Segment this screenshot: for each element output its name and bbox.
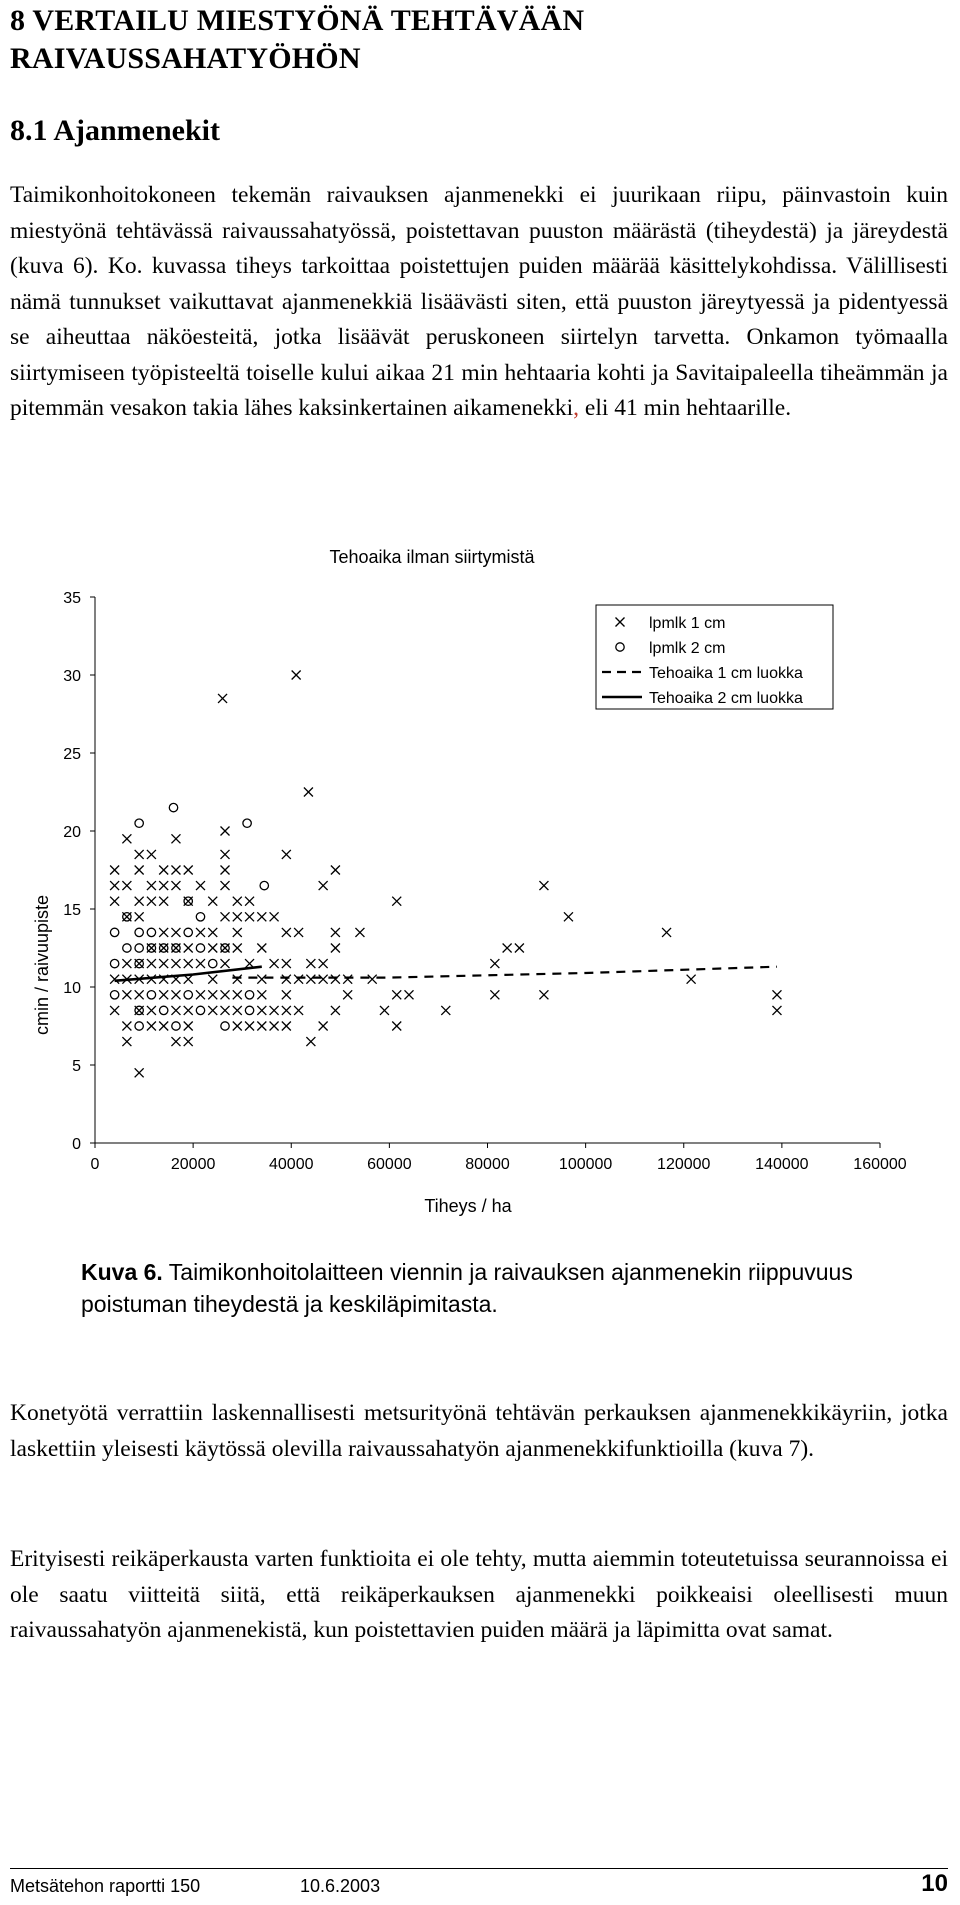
x-tick-label: 40000	[269, 1156, 314, 1173]
scatter-point-lpmlk-1	[159, 866, 168, 875]
scatter-point-lpmlk-2	[110, 991, 118, 999]
scatter-point-lpmlk-1	[331, 866, 340, 875]
x-tick-label: 140000	[755, 1156, 809, 1173]
scatter-point-lpmlk-1	[245, 897, 254, 906]
scatter-point-lpmlk-1	[503, 944, 512, 953]
footer-publication: Metsätehon raportti 150	[10, 1876, 201, 1896]
scatter-point-lpmlk-2	[196, 944, 204, 952]
scatter-point-lpmlk-1	[319, 1022, 328, 1031]
scatter-point-lpmlk-1	[110, 975, 119, 984]
chart-x-axis-label: Tiheys / ha	[424, 1196, 512, 1216]
scatter-point-lpmlk-1	[233, 912, 242, 921]
scatter-point-lpmlk-1	[196, 881, 205, 890]
chart-y-axis-label: cmin / raivuupiste	[32, 894, 52, 1036]
chart-legend	[596, 605, 833, 709]
scatter-point-lpmlk-2	[147, 991, 155, 999]
scatter-point-lpmlk-1	[282, 1022, 291, 1031]
scatter-point-lpmlk-1	[135, 897, 144, 906]
scatter-point-lpmlk-1	[306, 1037, 315, 1046]
scatter-point-lpmlk-1	[233, 897, 242, 906]
y-tick-label: 15	[63, 902, 81, 919]
scatter-point-lpmlk-1	[221, 990, 230, 999]
scatter-point-lpmlk-1	[355, 928, 364, 937]
scatter-point-lpmlk-2	[135, 819, 143, 827]
scatter-point-lpmlk-1	[233, 928, 242, 937]
section-heading-text: 8 VERTAILU MIESTYÖNÄ TEHTÄVÄÄN RAIVAUSSAHATYÖHÖN	[10, 4, 585, 75]
scatter-point-lpmlk-1	[208, 1006, 217, 1015]
scatter-point-lpmlk-1	[233, 944, 242, 953]
scatter-point-lpmlk-1	[184, 1022, 193, 1031]
scatter-point-lpmlk-2	[196, 913, 204, 921]
x-tick-label: 100000	[558, 1156, 613, 1173]
scatter-point-lpmlk-1	[270, 912, 279, 921]
scatter-point-lpmlk-1	[282, 990, 291, 999]
scatter-point-lpmlk-1	[184, 866, 193, 875]
scatter-chart	[0, 540, 960, 1240]
scatter-point-lpmlk-1	[282, 975, 291, 984]
scatter-point-lpmlk-1	[294, 975, 303, 984]
scatter-point-lpmlk-1	[257, 975, 266, 984]
scatter-point-lpmlk-1	[233, 975, 242, 984]
scatter-point-lpmlk-1	[208, 897, 217, 906]
scatter-point-lpmlk-1	[110, 866, 119, 875]
scatter-point-lpmlk-1	[490, 990, 499, 999]
scatter-point-lpmlk-2	[110, 959, 118, 967]
x-tick-label: 80000	[465, 1156, 510, 1173]
scatter-point-lpmlk-2	[209, 959, 217, 967]
scatter-point-lpmlk-1	[245, 912, 254, 921]
scatter-point-lpmlk-1	[147, 1022, 156, 1031]
scatter-point-lpmlk-1	[147, 881, 156, 890]
scatter-point-lpmlk-1	[159, 897, 168, 906]
scatter-point-lpmlk-1	[257, 990, 266, 999]
scatter-point-lpmlk-1	[564, 912, 573, 921]
paragraph-1	[10, 178, 948, 427]
section-heading	[10, 2, 730, 78]
legend-label: Tehoaika 1 cm luokka	[649, 665, 803, 682]
scatter-point-lpmlk-1	[687, 975, 696, 984]
scatter-point-lpmlk-1	[110, 1006, 119, 1015]
scatter-point-lpmlk-1	[368, 975, 377, 984]
scatter-point-lpmlk-1	[184, 944, 193, 953]
scatter-point-lpmlk-1	[122, 1037, 131, 1046]
scatter-point-lpmlk-1	[159, 928, 168, 937]
scatter-point-lpmlk-1	[208, 990, 217, 999]
scatter-point-lpmlk-1	[539, 881, 548, 890]
paragraph-2: Konetyötä verrattiin laskennallisesti metsurityönä tehtävän perkauksen ajanmenekkikäyriin, jotka laskettiin yleisesti käytössä olevilla raivaussahatyön ajanmenekkifunktioilla (kuva 7).	[10, 1400, 948, 1462]
scatter-point-lpmlk-1	[392, 990, 401, 999]
scatter-point-lpmlk-1	[171, 1006, 180, 1015]
scatter-point-lpmlk-1	[221, 881, 230, 890]
scatter-point-lpmlk-2	[147, 928, 155, 936]
scatter-point-lpmlk-2	[172, 1022, 180, 1030]
scatter-point-lpmlk-1	[221, 866, 230, 875]
legend-label: lpmlk 2 cm	[649, 640, 726, 657]
x-tick-label: 0	[90, 1156, 100, 1173]
scatter-point-lpmlk-1	[257, 1022, 266, 1031]
scatter-point-lpmlk-1	[159, 881, 168, 890]
scatter-point-lpmlk-1	[110, 897, 119, 906]
scatter-point-lpmlk-1	[282, 959, 291, 968]
scatter-point-lpmlk-1	[490, 959, 499, 968]
paragraph-1-main: Taimikonhoitokoneen tekemän raivauksen ajanmenekki ei juurikaan riipu, päinvastoin kuin miestyönä tehtävässä raivaussahatyössä, poistettavan puuston määrästä (tiheydestä) ja järeydestä (kuva 6). Ko. kuvassa tiheys tarkoittaa poistettujen puiden määrää käsittelykohdissa. Välillisesti nämä tunnukset vaikuttavat ajanmenekkiä lisäävästi siten, että puuston järeytyessä ja pidentyessä se aiheuttaa näköesteitä, jotka lisäävät peruskoneen siirtelyn tarvetta. Onkamon työmaalla siirtymiseen työpisteeltä toiselle kului aikaa 21 min hehtaaria kohti ja Savitaipaleella tiheämmän ja pitemmän vesakon takia lähes kaksinkertainen aikamenekki	[10, 182, 948, 421]
scatter-point-lpmlk-2	[245, 1006, 253, 1014]
scatter-point-lpmlk-1	[122, 834, 131, 843]
scatter-point-lpmlk-2	[245, 991, 253, 999]
scatter-point-lpmlk-2	[221, 1022, 229, 1030]
chart-svg	[0, 540, 960, 1240]
scatter-point-lpmlk-2	[196, 1006, 204, 1014]
scatter-point-lpmlk-1	[257, 944, 266, 953]
scatter-point-lpmlk-1	[772, 1006, 781, 1015]
scatter-point-lpmlk-1	[221, 912, 230, 921]
scatter-point-lpmlk-1	[257, 912, 266, 921]
scatter-point-lpmlk-2	[169, 803, 177, 811]
scatter-point-lpmlk-1	[380, 1006, 389, 1015]
scatter-point-lpmlk-2	[184, 991, 192, 999]
scatter-point-lpmlk-1	[662, 928, 671, 937]
chart-marks	[110, 671, 781, 1078]
scatter-point-lpmlk-2	[135, 928, 143, 936]
scatter-point-lpmlk-1	[282, 928, 291, 937]
scatter-point-lpmlk-1	[196, 959, 205, 968]
y-tick-label: 10	[63, 980, 81, 997]
scatter-point-lpmlk-1	[331, 1006, 340, 1015]
paragraph-1-mark: ,	[573, 395, 580, 421]
scatter-point-lpmlk-1	[159, 1022, 168, 1031]
scatter-point-lpmlk-1	[392, 897, 401, 906]
scatter-point-lpmlk-1	[304, 788, 313, 797]
scatter-point-lpmlk-1	[233, 990, 242, 999]
x-tick-label: 60000	[367, 1156, 412, 1173]
scatter-point-lpmlk-1	[110, 881, 119, 890]
x-tick-label: 20000	[170, 1156, 216, 1173]
scatter-point-lpmlk-1	[319, 975, 328, 984]
scatter-point-lpmlk-2	[184, 928, 192, 936]
y-tick-label: 0	[72, 1136, 81, 1153]
scatter-point-lpmlk-1	[221, 1006, 230, 1015]
scatter-point-lpmlk-1	[171, 1037, 180, 1046]
scatter-point-lpmlk-1	[208, 944, 217, 953]
scatter-point-lpmlk-1	[147, 850, 156, 859]
scatter-point-lpmlk-1	[196, 990, 205, 999]
scatter-point-lpmlk-2	[135, 1022, 143, 1030]
figure-caption-label: Kuva 6.	[81, 1259, 163, 1285]
scatter-point-lpmlk-1	[159, 959, 168, 968]
scatter-point-lpmlk-1	[122, 959, 131, 968]
scatter-point-lpmlk-1	[539, 990, 548, 999]
legend-label: lpmlk 1 cm	[649, 615, 726, 632]
scatter-point-lpmlk-1	[184, 1037, 193, 1046]
legend-label: Tehoaika 2 cm luokka	[649, 690, 803, 707]
scatter-point-lpmlk-2	[159, 1006, 167, 1014]
scatter-point-lpmlk-1	[159, 990, 168, 999]
scatter-point-lpmlk-1	[233, 1022, 242, 1031]
scatter-point-lpmlk-1	[282, 850, 291, 859]
x-tick-label: 160000	[853, 1156, 907, 1173]
scatter-point-lpmlk-1	[319, 959, 328, 968]
scatter-point-lpmlk-2	[135, 944, 143, 952]
scatter-point-lpmlk-1	[171, 928, 180, 937]
scatter-point-lpmlk-2	[123, 944, 131, 952]
scatter-point-lpmlk-1	[294, 1006, 303, 1015]
y-tick-label: 20	[63, 824, 81, 841]
chart-title: Tehoaika ilman siirtymistä	[329, 547, 535, 567]
scatter-point-lpmlk-1	[135, 1068, 144, 1077]
figure-caption	[81, 1256, 941, 1320]
scatter-point-lpmlk-1	[343, 975, 352, 984]
scatter-point-lpmlk-1	[171, 959, 180, 968]
scatter-point-lpmlk-1	[405, 990, 414, 999]
scatter-point-lpmlk-1	[392, 1022, 401, 1031]
scatter-point-lpmlk-1	[331, 944, 340, 953]
scatter-point-lpmlk-1	[122, 1022, 131, 1031]
scatter-point-lpmlk-1	[122, 990, 131, 999]
footer-page-number: 10	[921, 1870, 948, 1897]
scatter-point-lpmlk-2	[243, 819, 251, 827]
scatter-point-lpmlk-1	[306, 959, 315, 968]
y-tick-label: 5	[72, 1058, 81, 1075]
scatter-point-lpmlk-1	[306, 975, 315, 984]
scatter-point-lpmlk-1	[122, 881, 131, 890]
scatter-point-lpmlk-1	[319, 881, 328, 890]
scatter-point-lpmlk-1	[292, 671, 301, 680]
scatter-point-lpmlk-1	[270, 959, 279, 968]
x-tick-label: 120000	[657, 1156, 711, 1173]
scatter-point-lpmlk-1	[171, 990, 180, 999]
scatter-point-lpmlk-2	[260, 881, 268, 889]
paragraph-3: Erityisesti reikäperkausta varten funktioita ei ole tehty, mutta aiemmin toteutetuissa seurannoissa ei ole saatu viitteitä siitä, että reikäperkauksen ajanmenekki poikkeaisi oleellisesti muun raivaussahatyön ajanmenekistä, kun poistettavien puiden määrä ja läpimitta ovat samat.	[10, 1546, 948, 1643]
scatter-point-lpmlk-1	[221, 827, 230, 836]
scatter-point-lpmlk-1	[218, 694, 227, 703]
scatter-point-lpmlk-1	[171, 866, 180, 875]
scatter-point-lpmlk-2	[110, 928, 118, 936]
scatter-point-lpmlk-1	[282, 1006, 291, 1015]
scatter-point-lpmlk-1	[441, 1006, 450, 1015]
scatter-point-lpmlk-1	[294, 928, 303, 937]
footer-divider	[10, 1868, 948, 1869]
scatter-point-lpmlk-1	[135, 990, 144, 999]
scatter-point-lpmlk-1	[331, 928, 340, 937]
scatter-point-lpmlk-1	[184, 959, 193, 968]
scatter-point-lpmlk-1	[208, 975, 217, 984]
paragraph-1-tail: eli 41 min hehtaarille.	[579, 395, 792, 421]
scatter-point-lpmlk-1	[343, 990, 352, 999]
footer-date: 10.6.2003	[300, 1876, 381, 1896]
scatter-point-lpmlk-1	[270, 1022, 279, 1031]
scatter-point-lpmlk-1	[270, 1006, 279, 1015]
scatter-point-lpmlk-1	[221, 959, 230, 968]
scatter-point-lpmlk-1	[245, 1022, 254, 1031]
scatter-point-lpmlk-1	[331, 975, 340, 984]
scatter-point-lpmlk-1	[147, 897, 156, 906]
scatter-point-lpmlk-1	[257, 1006, 266, 1015]
scatter-point-lpmlk-1	[147, 959, 156, 968]
scatter-point-lpmlk-1	[208, 928, 217, 937]
subsection-heading: 8.1 Ajanmenekit	[10, 114, 220, 147]
y-tick-label: 35	[63, 590, 81, 607]
scatter-point-lpmlk-1	[184, 1006, 193, 1015]
scatter-point-lpmlk-1	[221, 850, 230, 859]
scatter-point-lpmlk-1	[171, 881, 180, 890]
scatter-point-lpmlk-1	[171, 834, 180, 843]
scatter-point-lpmlk-1	[196, 928, 205, 937]
scatter-point-lpmlk-1	[135, 866, 144, 875]
scatter-point-lpmlk-1	[515, 944, 524, 953]
scatter-point-lpmlk-1	[233, 1006, 242, 1015]
scatter-point-lpmlk-1	[147, 1006, 156, 1015]
y-tick-label: 30	[63, 668, 81, 685]
scatter-point-lpmlk-1	[135, 912, 144, 921]
scatter-point-lpmlk-1	[135, 850, 144, 859]
scatter-point-lpmlk-1	[772, 990, 781, 999]
y-tick-label: 25	[63, 746, 81, 763]
figure-caption-text: Taimikonhoitolaitteen viennin ja raivauksen ajanmenekin riippuvuus poistuman tiheydestä ja keskiläpimitasta.	[81, 1259, 853, 1317]
